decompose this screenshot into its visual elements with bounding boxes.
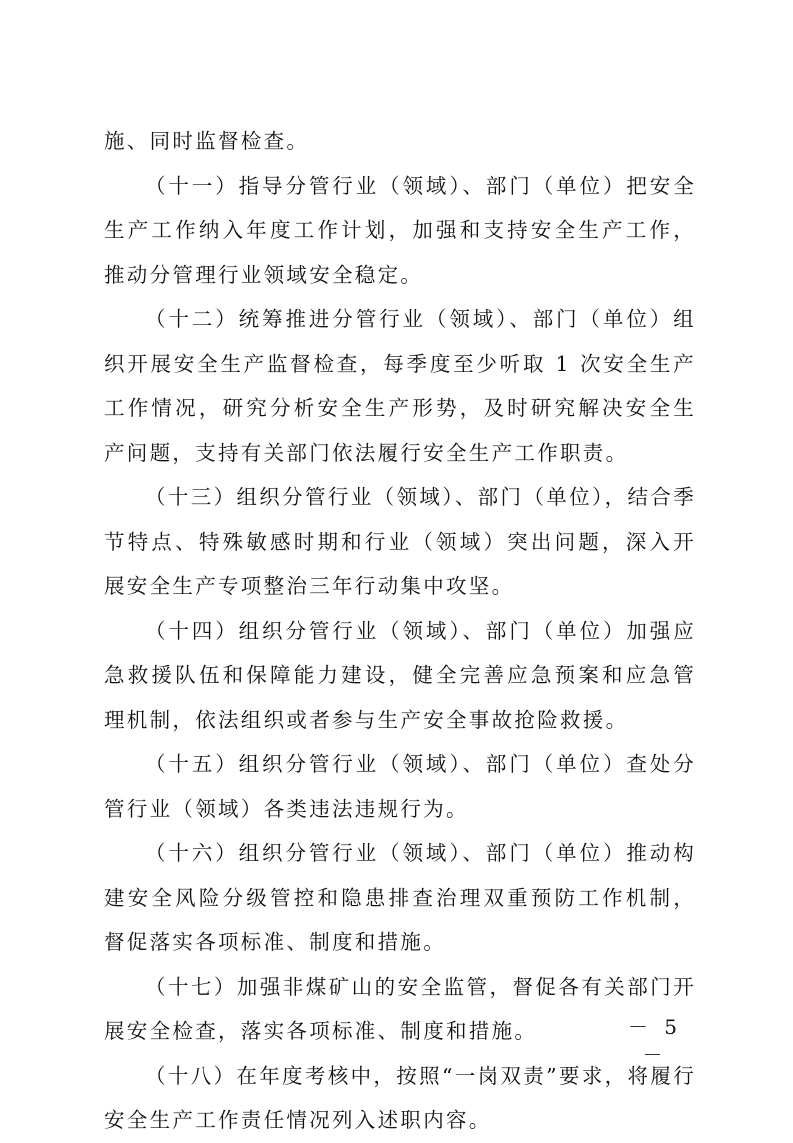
paragraph-item-11: （十一）指导分管行业（领域）、部门（单位）把安全生产工作纳入年度工作计划，加强和支持安全生产工作，推动分管理行业领域安全稳定。	[104, 173, 696, 287]
paragraph-item-18: （十八）在年度考核中，按照“一岗双责”要求，将履行安全生产工作责任情况列入述职内容。	[104, 1063, 696, 1132]
paragraph-item-15: （十五）组织分管行业（领域）、部门（单位）查处分管行业（领域）各类违法违规行为。	[104, 752, 696, 821]
paragraph-continuation: 施、同时监督检查。	[104, 129, 310, 153]
page-number: － 5 －	[627, 1015, 683, 1067]
paragraph-item-17: （十七）加强非煤矿山的安全监管，督促各有关部门开展安全检查，落实各项标准、制度和措施。	[104, 974, 696, 1043]
paragraph-item-13: （十三）组织分管行业（领域）、部门（单位），结合季节特点、特殊敏感时期和行业（领域）突出问题，深入开展安全生产专项整治三年行动集中攻坚。	[104, 485, 696, 598]
paragraph-item-16: （十六）组织分管行业（领域）、部门（单位）推动构建安全风险分级管控和隐患排查治理双重预防工作机制，督促落实各项标准、制度和措施。	[104, 841, 696, 954]
paragraph-item-14: （十四）组织分管行业（领域）、部门（单位）加强应急救援队伍和保障能力建设，健全完善应急预案和应急管理机制，依法组织或者参与生产安全事故抢险救援。	[104, 618, 696, 732]
body-text	[104, 119, 696, 1143]
paragraph-item-12: （十二）统筹推进分管行业（领域）、部门（单位）组织开展安全生产监督检查，每季度至少听取 1 次安全生产工作情况，研究分析安全生产形势，及时研究解决安全生产问题，支持有关部门依法履行安全生产工作职责。	[104, 307, 696, 465]
